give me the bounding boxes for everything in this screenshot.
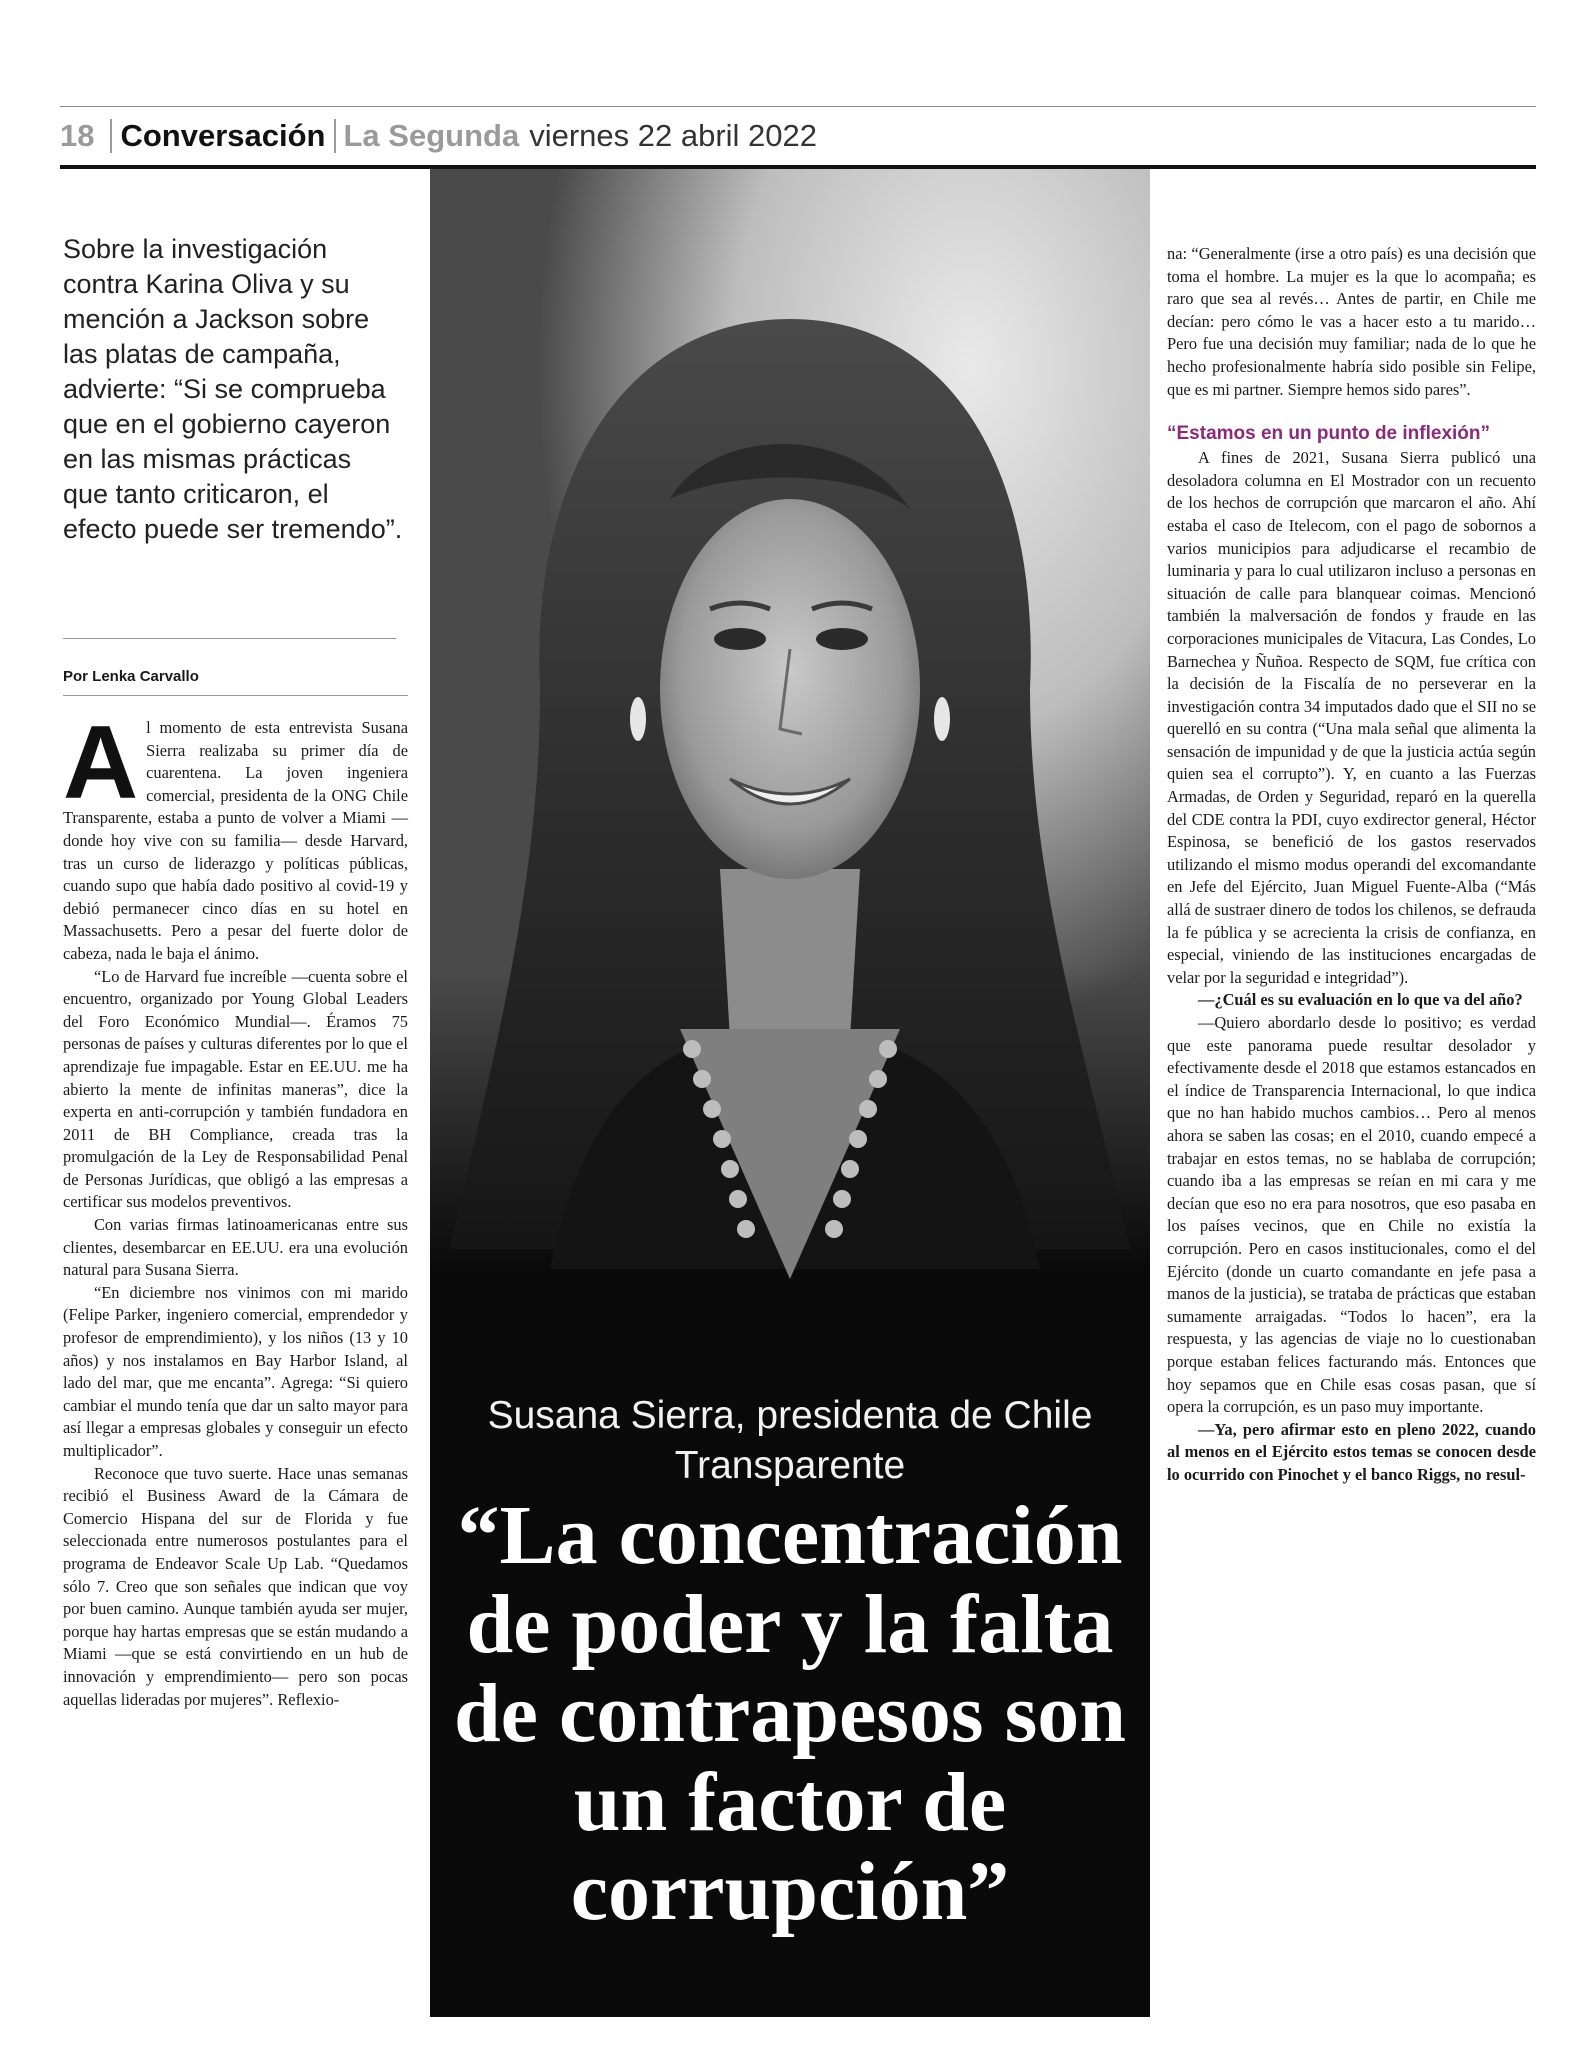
issue-date: viernes 22 abril 2022 [529, 118, 817, 153]
portrait-photo [430, 169, 1150, 2017]
page-number: 18 [60, 118, 95, 153]
left-earring [630, 697, 646, 741]
photo-caption: Susana Sierra, presidenta de Chile Transparente [487, 1394, 1093, 1487]
byline-divider [63, 695, 408, 696]
header-top-rule [60, 106, 1536, 107]
paragraph: na: “Generalmente (irse a otro país) es una decisión que toma el hombre. La mujer es la que lo acompaña; es raro que sea al revés… Antes de partir, en Chile me decían: pero cómo le vas a hacer esto a tu marido… Pero fue una decisión muy familiar; nada de lo que he hecho profesionalmente habría sido posible sin Felipe, que es mi partner. Siempre hemos sido pares”. [1167, 244, 1536, 399]
left-eye [714, 628, 766, 650]
article-column-1 [63, 705, 408, 1711]
article-column-3 [1167, 243, 1536, 1486]
newspaper-name: La Segunda [343, 118, 520, 153]
headline-quote: “La concentración de poder y la falta de contrapesos son un factor de corrupción” [453, 1489, 1127, 1938]
header-separator [110, 119, 112, 153]
right-eye [816, 628, 868, 650]
paragraph-text: l momento de esta entrevista Susana Sierra realizaba su primer día de cuarentena. La joven ingeniera comercial, presidenta de la ONG Chile Transparente, estaba a punto de volver a Miami —donde hoy vive con su familia— desde Harvard, tras un curso de liderazgo y políticas públicas, cuando supo que había dado positivo al covid-19 y debió permanecer cinco días en su hotel en Massachusetts. Pero a pesar del fuerte dolor de cabeza, nada le baja el ánimo. [63, 718, 408, 963]
header-separator [334, 119, 336, 153]
paragraph: —Quiero abordarlo desde lo positivo; es verdad que este panorama puede resultar desolador y efectivamente desde el 2018 que estamos estancados en el índice de Transparencia Internacional, lo que indica que no han habido muchos cambios… Pero al menos ahora se saben las cosas; en el 2010, cuando empecé a trabajar en estos temas, no se hablaba de corrupción; cuando iba a las empresas se reían en mi cara y me decían que eso no era para nosotros, que eso pasaba en los países vecinos, que en Chile no existía la corrupción. Pero en casos institucionales, como el del Ejército (donde un cuarto comandante en jefe pasa a manos de la justicia), se trataba de prácticas que estaban sumamente arraigadas. “Todos lo hacen”, era la respuesta, y las agencias de viaje no lo cuestionaban porque estaban felices facturando más. Entonces que hoy sepamos que en Chile esas cosas pasan, que sí opera la corrupción, es un paso muy importante. [1167, 1013, 1536, 1417]
paragraph: Con varias firmas latinoamericanas entre sus clientes, desembarcar en EE.UU. era una evolución natural para Susana Sierra. [63, 1215, 408, 1280]
paragraph: A fines de 2021, Susana Sierra publicó una desoladora columna en El Mostrador con un recuento de los hechos de corrupción que marcaron el año. Ahí estaba el caso de Itelecom, con el pago de sobornos a varios municipios para adjudicarse el recambio de luminaria y para lo cual utilizaron incluso a personas en situación de calle para blanquear coimas. Mencionó también la malversación de fondos y fraude en las corporaciones municipales de Vitacura, Las Condes, Lo Barnechea y Ñuñoa. Respecto de SQM, fue crítica con la decisión de la Fiscalía de no perseverar en la investigación contra 34 imputados dado que el SII no se querelló en su contra (“Una mala señal que alimenta la sensación de impunidad y de que la justicia actúa según quien sea el corrupto”). Y, en cuanto a las Fuerzas Armadas, de Orden y Seguridad, reparó en la querella del CDE contra la PDI, cuyo exdirector general, Héctor Espinosa, se benefició de los gastos reservados utilizando el mismo modus operandi del excomandante en Jefe del Ejército, Juan Miguel Fuente-Alba (“Más allá de sustraer dinero de todos los chilenos, se defrauda la fe pública y se acrecienta la crisis de confianza, en especial, viniendo de las instituciones encargadas de velar por la seguridad e integridad”). [1167, 448, 1536, 987]
byline: Por Lenka Carvallo [63, 668, 199, 685]
subheading: “Estamos en un punto de inflexión” [1167, 423, 1491, 445]
face [660, 499, 920, 879]
paragraph: “Lo de Harvard fue increíble —cuenta sobre el encuentro, organizado por Young Global Leaders del Foro Económico Mundial—. Éramos 75 personas de países y culturas diferentes por lo que el aprendizaje fue impagable. Estar en EE.UU. me ha abierto la mente de infinitas maneras”, dice la experta en anti-corrupción y también fundadora en 2011 de BH Compliance, creada tras la promulgación de la Ley de Responsabilidad Penal de Personas Jurídicas, que obligó a las empresas a certificar sus modelos preventivos. [63, 966, 408, 1212]
page-header [60, 110, 1536, 162]
question-text: —¿Cuál es su evaluación en lo que va del año? [1198, 990, 1523, 1010]
section-name: Conversación [120, 118, 326, 153]
question-text: —Ya, pero afirmar esto en pleno 2022, cuando al menos en el Ejército estos temas se conocen desde lo ocurrido con Pinochet y el banco Riggs, no resul- [1167, 1419, 1536, 1484]
paragraph: Reconoce que tuvo suerte. Hace unas semanas recibió el Business Award de la Cámara de Comercio Hispana del sur de Florida y fue seleccionada entre numerosos postulantes para el programa de Endeavor Scale Up Lab. “Quedamos sólo 7. Creo que son señales que indican que voy por buen camino. Aunque también ayuda ser mujer, porque hay hartas empresas que se están mudando a Miami —que se está convirtiendo en un hub de innovación y emprendimiento— pero son pocas aquellas lideradas por mujeres”. Reflexio- [63, 1463, 408, 1709]
lead-paragraph: Sobre la investigación contra Karina Oliva y su mención a Jackson sobre las platas de campaña, advierte: “Si se comprueba que en el gobierno cayeron en las mismas prácticas que tanto criticaron, el efecto puede ser tremendo”. [63, 234, 403, 544]
interview-question [1167, 989, 1536, 1012]
paragraph [63, 705, 408, 966]
interview-question [1167, 1419, 1536, 1487]
right-earring [934, 697, 950, 741]
lead-divider [63, 638, 396, 639]
paragraph: “En diciembre nos vinimos con mi marido (Felipe Parker, ingeniero comercial, emprendedor y profesor de emprendimiento), y los niños (13 y 10 años) y nos instalamos en Bay Harbor Island, al lado del mar, que me encanta”. Agrega: “Si quiero cambiar el mundo tenía que dar un salto mayor para así llegar a empresas globales y conseguir un efecto multiplicador”. [63, 1282, 408, 1460]
drop-cap: A [63, 705, 139, 821]
